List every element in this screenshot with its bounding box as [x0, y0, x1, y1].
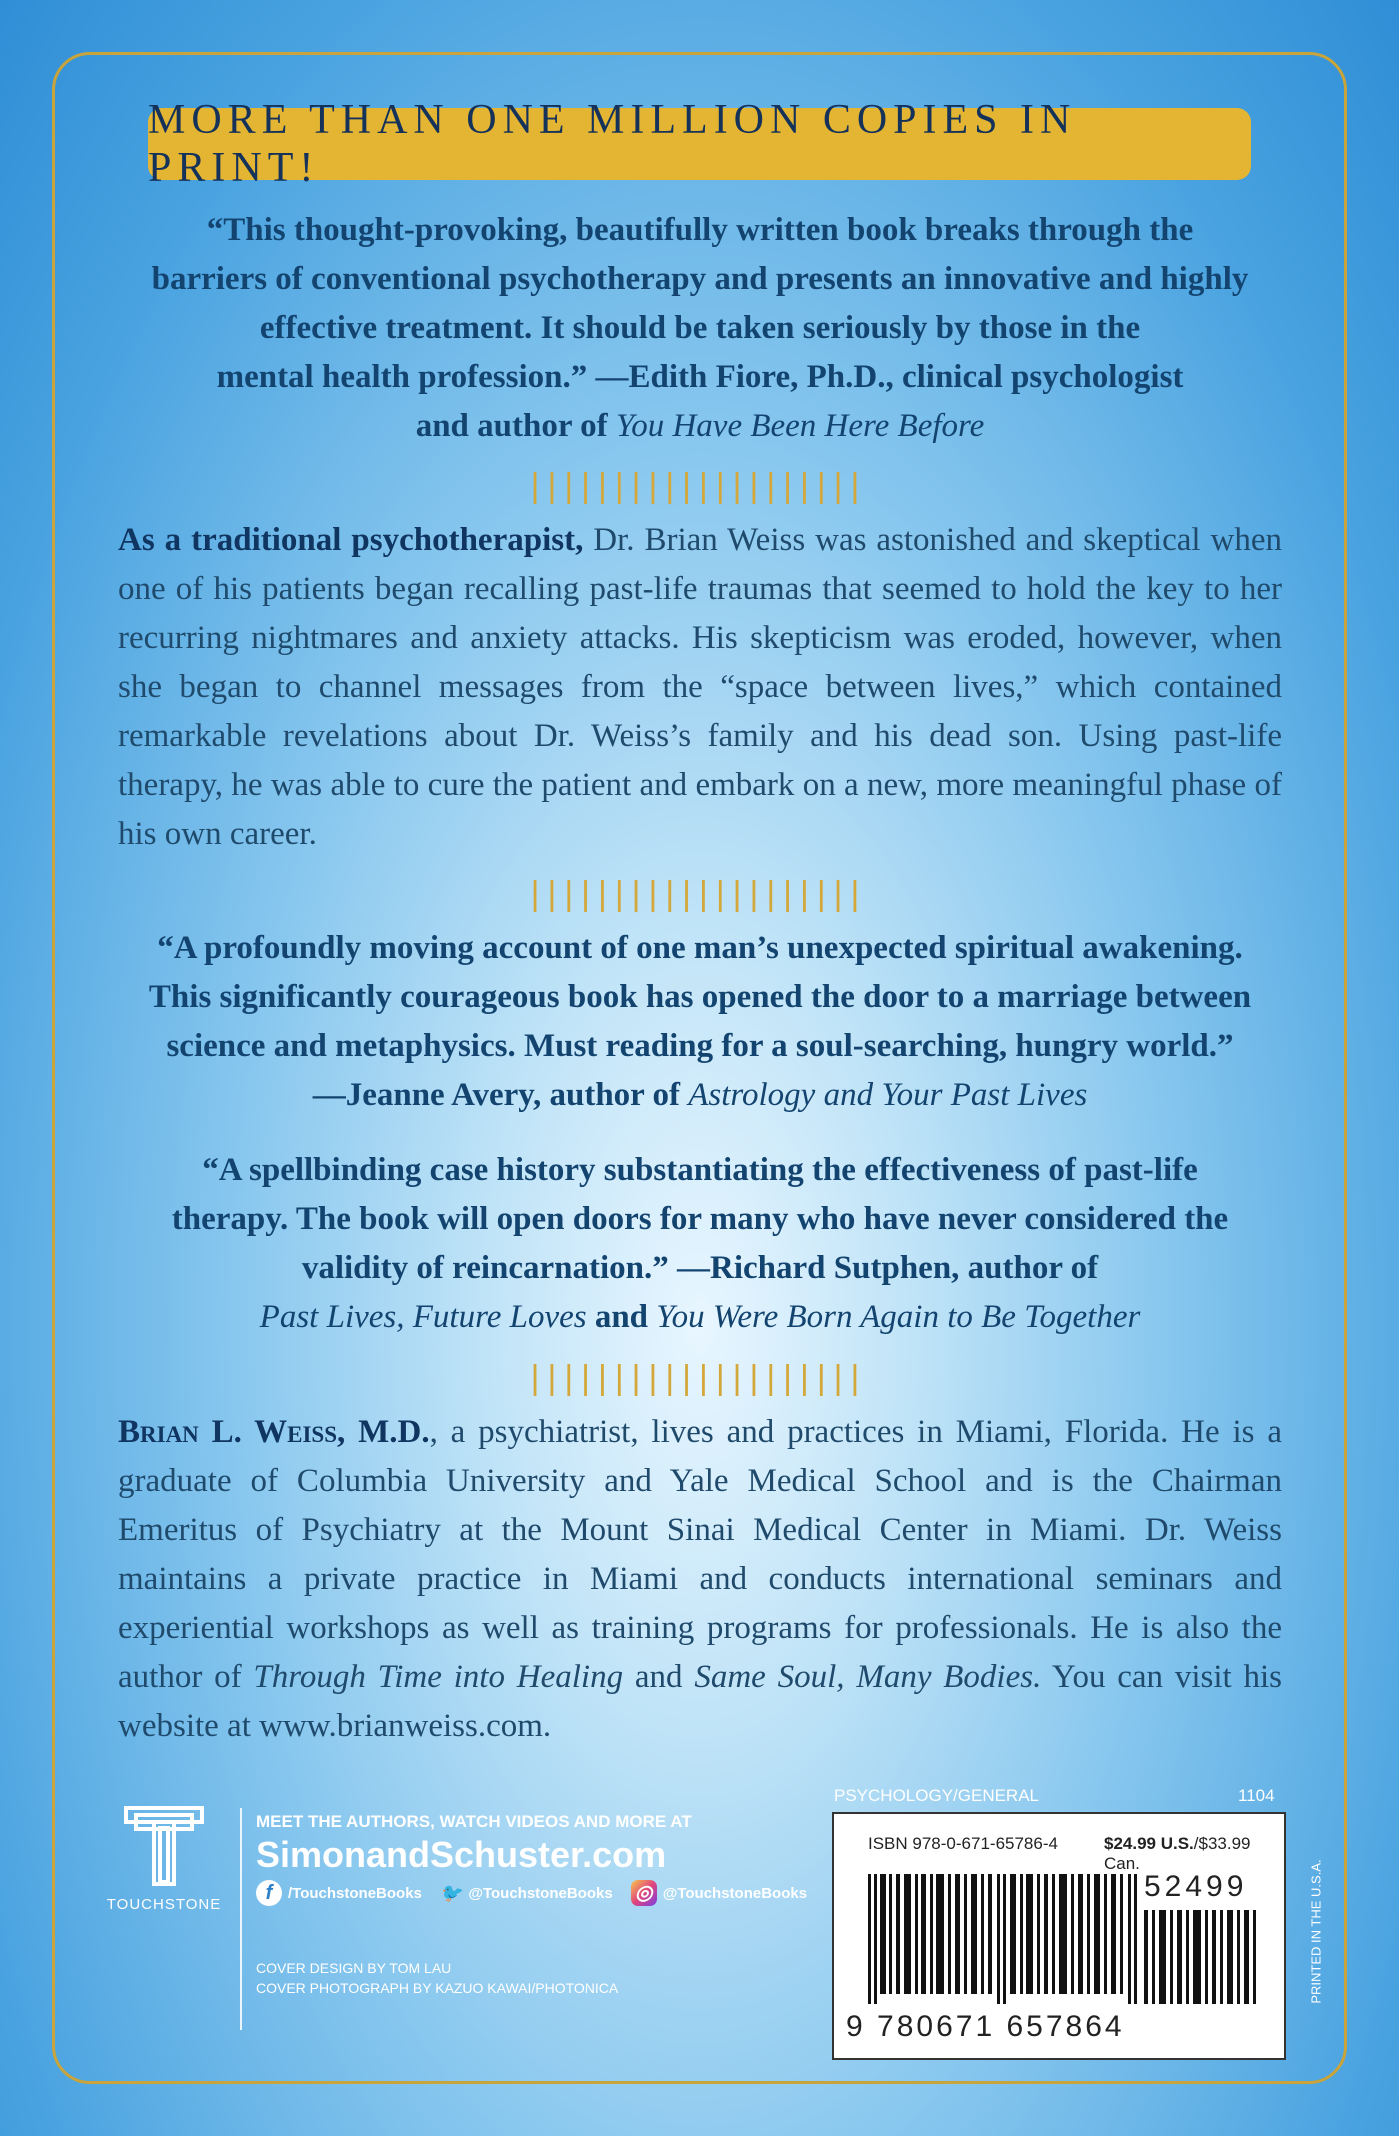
quote1-title: You Have Been Here Before [615, 408, 985, 444]
quote3-line3: validity of reincarnation.” —Richard Sutphen, author of [301, 1250, 1099, 1286]
twitter-icon: 🐦 [439, 1883, 463, 1903]
category-code: 1104 [1238, 1786, 1275, 1805]
bio-text2: You can visit his website at www.brianweiss.com. [118, 1659, 1282, 1744]
quote3-title1: Past Lives, Future Loves [259, 1299, 587, 1335]
banner-text: MORE THAN ONE MILLION COPIES IN PRINT! [148, 97, 1077, 191]
quote2-line2: This significantly courageous book has opened the door to a marriage between [148, 979, 1252, 1015]
meet-authors-text: MEET THE AUTHORS, WATCH VIDEOS AND MORE AT [256, 1812, 692, 1831]
price-can: /$33.99 Can. [1104, 1834, 1251, 1873]
twitter-handle: @TouchstoneBooks [468, 1884, 613, 1902]
facebook-handle: /TouchstoneBooks [288, 1884, 422, 1902]
bio-title1: Through Time into Healing [253, 1659, 624, 1695]
facebook-link[interactable] [256, 1880, 422, 1906]
quote3-line4 [100, 1293, 1300, 1342]
quote-edith-fiore [110, 206, 1290, 451]
bio-title2: Same Soul, Many Bodies. [694, 1659, 1042, 1695]
price-text [1104, 1834, 1284, 1874]
isbn-barcode [868, 1874, 1138, 2004]
quote-jeanne-avery [100, 924, 1300, 1120]
instagram-link[interactable] [631, 1880, 807, 1906]
quote1-line3: effective treatment. It should be taken seriously by those in the [259, 310, 1141, 346]
quote3-line1: “A spellbinding case history substantiating the effectiveness of past-life [202, 1152, 1198, 1188]
quote1-line4: mental health profession.” —Edith Fiore, Ph.D., clinical psychologist [216, 359, 1184, 395]
description-lead: As a traditional psychotherapist, [118, 522, 584, 558]
price-us: $24.99 U.S. [1104, 1834, 1194, 1853]
category-label: PSYCHOLOGY/GENERAL [834, 1786, 1040, 1805]
bio-text1: , a psychiatrist, lives and practices in Miami, Florida. He is a graduate of Columbia University and Yale Medical School and is the Chairman Emeritus of Psychiatry at the Mount Sinai Medical Center in Miami. Dr. Weiss maintains a private practice in Miami and conducts international seminars and experiential workshops as well as training programs for professionals. He is also the author of [118, 1414, 1282, 1695]
printed-in-usa: PRINTED IN THE U.S.A. [1308, 1859, 1324, 2004]
cover-photo-credit: COVER PHOTOGRAPH BY KAZUO KAWAI/PHOTONICA [256, 1980, 619, 1996]
quote1-pre: and author of [415, 408, 616, 444]
quote2-title: Astrology and Your Past Lives [688, 1077, 1088, 1113]
quote3-line2: therapy. The book will open doors for many who have never considered the [171, 1201, 1229, 1237]
social-links [256, 1880, 807, 1906]
bio-and: and [623, 1659, 695, 1695]
instagram-icon: ◎ [631, 1880, 657, 1906]
quote2-line1: “A profoundly moving account of one man’s unexpected spiritual awakening. [157, 930, 1243, 966]
author-name: Brian L. Weiss, M.D. [118, 1414, 430, 1450]
twitter-link[interactable] [440, 1880, 613, 1906]
quote1-line5 [110, 402, 1290, 451]
price-code: 52499 [1144, 1870, 1248, 1903]
footer-separator [240, 1808, 242, 2030]
publisher-website-link[interactable]: SimonandSchuster.com [256, 1834, 667, 1875]
cover-design-credit: COVER DESIGN BY TOM LAU [256, 1960, 452, 1976]
quote1-line1: “This thought-provoking, beautifully written book breaks through the [206, 212, 1194, 248]
quote3-and: and [586, 1299, 657, 1335]
quote3-title2: You Were Born Again to Be Together [656, 1299, 1141, 1335]
quote1-line2: barriers of conventional psychotherapy and presents an innovative and highly [151, 261, 1249, 297]
quote2-line3: science and metaphysics. Must reading for a soul-searching, hungry world.” [166, 1028, 1234, 1064]
quote2-pre: —Jeanne Avery, author of [312, 1077, 689, 1113]
instagram-handle: @TouchstoneBooks [662, 1884, 808, 1902]
divider-3: |||||||||||||||||||| [530, 1359, 868, 1397]
barcode-box [832, 1812, 1286, 2060]
divider-1: |||||||||||||||||||| [530, 467, 868, 505]
author-bio [118, 1408, 1282, 1751]
ean-number: 9 780671 657864 [846, 2010, 1125, 2043]
touchstone-logo-icon [122, 1804, 206, 1888]
touchstone-label: TOUCHSTONE [106, 1896, 222, 1913]
divider-2: |||||||||||||||||||| [530, 875, 868, 913]
isbn-text: ISBN 978-0-671-65786-4 [868, 1834, 1058, 1853]
book-description [118, 516, 1282, 859]
description-text: Dr. Brian Weiss was astonished and skeptical when one of his patients began recalling past-life traumas that seemed to hold the key to her recurring nightmares and anxiety attacks. His skepticism was eroded, however, when she began to channel messages from the “space between lives,” which contained remarkable revelations about Dr. Weiss’s family and his dead son. Using past-life therapy, he was able to cure the patient and embark on a new, more meaningful phase of his own career. [118, 522, 1282, 852]
quote-richard-sutphen [100, 1146, 1300, 1342]
price-barcode [1144, 1910, 1264, 2004]
million-copies-banner [148, 97, 1251, 191]
facebook-icon: f [256, 1880, 282, 1906]
quote2-line4 [100, 1071, 1300, 1120]
